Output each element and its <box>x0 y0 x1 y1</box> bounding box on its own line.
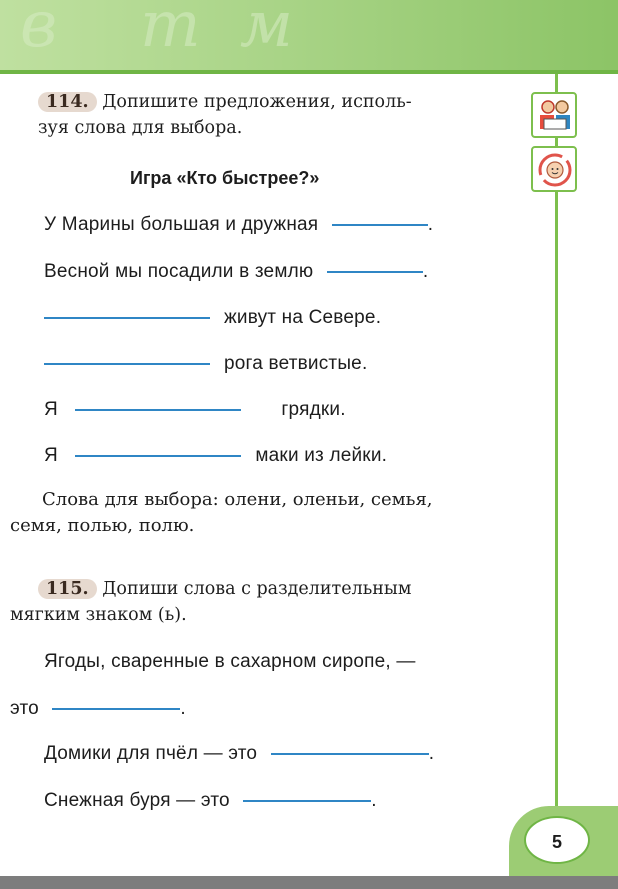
exercise-115-instruction <box>38 579 411 599</box>
answer-blank[interactable] <box>75 409 241 411</box>
exercise-114-instruction-cont: зуя слова для выбора. <box>38 118 243 138</box>
sentence-end: . <box>371 790 377 811</box>
question-2 <box>44 743 434 765</box>
sentence-text: Я <box>44 445 58 466</box>
answer-lead: это <box>10 698 39 719</box>
exercise-115-instruction-cont: мягким знаком (ь). <box>10 605 187 625</box>
answer-blank[interactable] <box>44 317 210 319</box>
sentence-6 <box>44 445 387 467</box>
bottom-edge <box>0 876 618 889</box>
page-number: 5 <box>524 816 590 864</box>
sentence-text: Я <box>44 399 58 420</box>
sentence-text: Весной мы посадили в землю <box>44 261 314 282</box>
sentence-end: . <box>422 261 429 282</box>
header-decoration: в <box>20 0 58 62</box>
answer-blank[interactable] <box>271 753 429 755</box>
sentence-text: живут на Севере. <box>224 307 382 328</box>
sentence-text: У Марины большая и дружная <box>44 214 319 235</box>
answer-blank[interactable] <box>44 363 210 365</box>
question-1-answer <box>10 698 186 720</box>
sentence-2 <box>44 261 428 283</box>
sentence-5 <box>44 399 346 421</box>
header-band <box>0 0 618 74</box>
sentence-end: . <box>428 743 435 764</box>
exercise-number: 114. <box>38 92 97 112</box>
sentence-1 <box>44 214 433 236</box>
header-decoration: м <box>240 0 294 62</box>
question-1: Ягоды, сваренные в сахарном сиропе, — <box>44 651 416 672</box>
sentence-end: . <box>180 698 186 719</box>
sentence-text: маки из лейки. <box>255 445 388 466</box>
sentence-3 <box>44 307 381 329</box>
header-decoration: т <box>140 0 201 62</box>
answer-blank[interactable] <box>75 455 241 457</box>
instruction-text: Допишите предложения, исполь- <box>102 92 412 112</box>
word-choices-cont: семя, полью, полю. <box>10 515 195 536</box>
word-choices: Слова для выбора: олени, оленьи, семья, <box>42 489 433 510</box>
sentence-text: грядки. <box>281 399 346 420</box>
question-3 <box>44 790 377 812</box>
sentence-4 <box>44 353 367 375</box>
sentence-text: рога ветвистые. <box>224 353 368 374</box>
answer-blank[interactable] <box>332 224 428 226</box>
exercise-114-instruction <box>38 92 412 112</box>
question-text: Снежная буря — это <box>44 790 230 811</box>
answer-blank[interactable] <box>52 708 180 710</box>
exercise-number: 115. <box>38 579 97 599</box>
question-text: Домики для пчёл — это <box>44 743 258 764</box>
instruction-text: Допиши слова с разделительным <box>102 579 412 599</box>
reading-children-icon <box>531 92 577 138</box>
repeat-cycle-icon <box>531 146 577 192</box>
sentence-end: . <box>427 214 434 235</box>
answer-blank[interactable] <box>327 271 423 273</box>
game-title: Игра «Кто быстрее?» <box>130 168 320 188</box>
answer-blank[interactable] <box>243 800 371 802</box>
